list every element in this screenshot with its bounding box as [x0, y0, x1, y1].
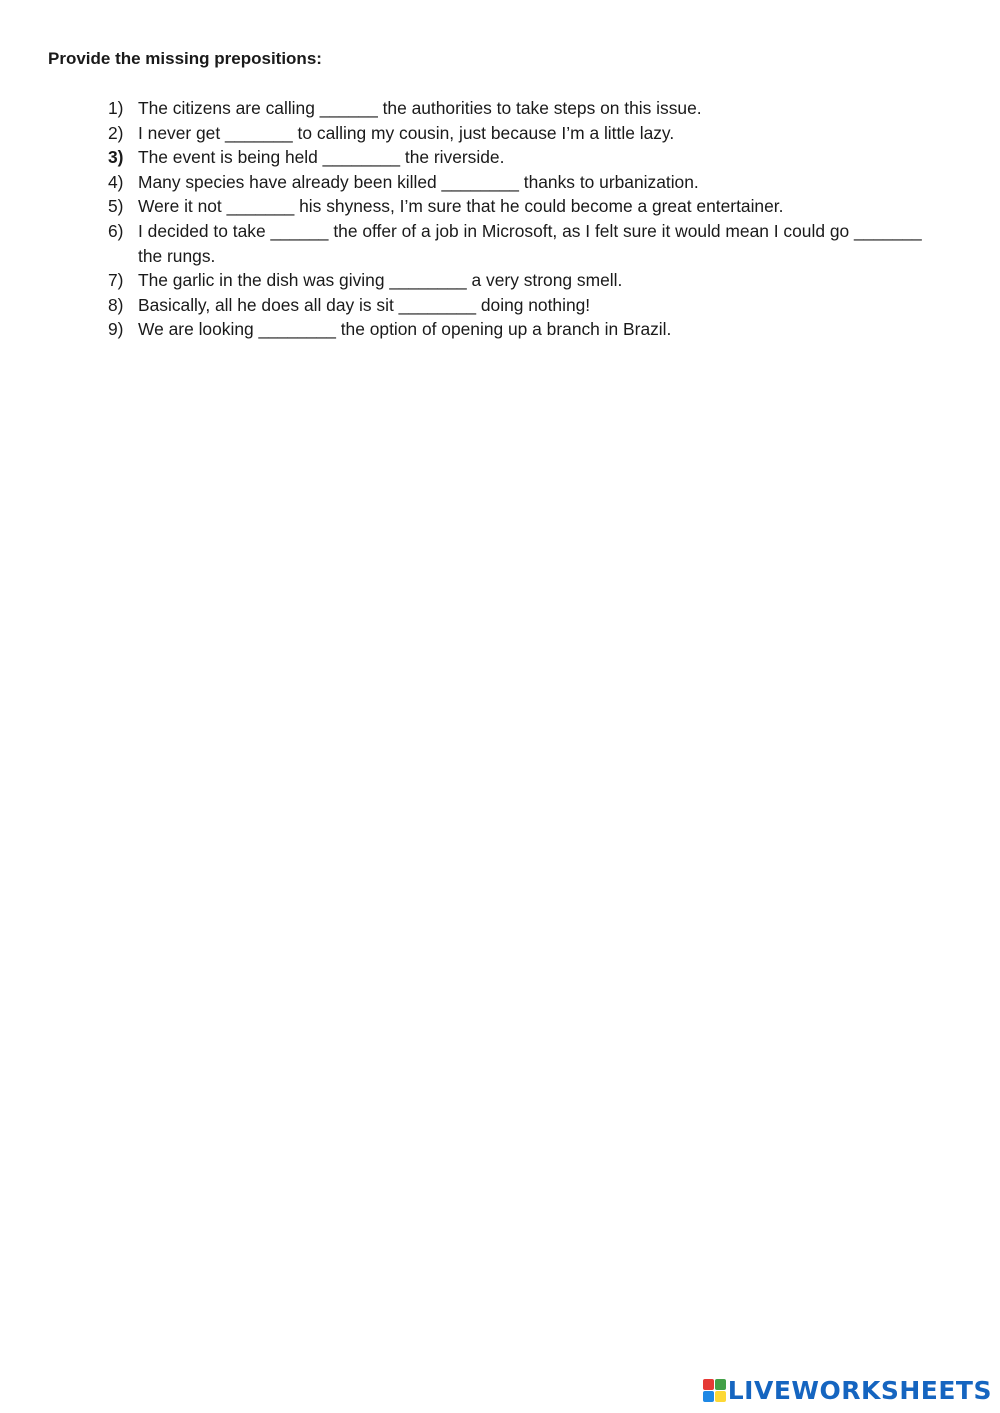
exercise-item-6 [104, 219, 927, 268]
liveworksheets-logo-icon [703, 1379, 726, 1402]
item-text: The citizens are calling ______ the authorities to take steps on this issue. [138, 98, 702, 118]
liveworksheets-logo[interactable] [703, 1373, 992, 1407]
logo-text: LIVEWORKSHEETS [727, 1375, 992, 1405]
logo-square-red [703, 1379, 714, 1390]
item-text: The event is being held ________ the riverside. [138, 147, 505, 168]
item-number: 5) [108, 196, 124, 217]
item-number: 4) [108, 171, 124, 192]
item-number: 2) [108, 122, 124, 143]
exercise-item-8 [104, 293, 924, 318]
exercise-item-3 [104, 145, 924, 170]
item-text: Were it not _______ his shyness, I’m sure that he could become a great entertainer. [138, 196, 784, 217]
worksheet-instruction: Provide the missing prepositions: [48, 49, 322, 68]
item-number: 8) [108, 294, 124, 315]
item-number: 1) [108, 98, 124, 118]
item-text: We are looking ________ the option of opening up a branch in Brazil. [138, 319, 672, 340]
item-text: I never get _______ to calling my cousin, just because I’m a little lazy. [138, 122, 675, 143]
exercise-item-2 [104, 121, 924, 146]
item-number: 9) [108, 319, 124, 340]
exercise-item-5 [104, 194, 924, 219]
exercise-item-1 [104, 96, 924, 121]
exercise-item-4 [104, 170, 924, 195]
item-number: 7) [108, 270, 124, 291]
exercise-item-7 [104, 268, 924, 293]
item-number: 3) [108, 147, 124, 168]
logo-square-green [715, 1379, 726, 1390]
exercise-list [104, 96, 927, 342]
exercise-item-9 [104, 317, 924, 342]
item-text: Many species have already been killed ________ thanks to urbanization. [138, 171, 699, 192]
item-text: Basically, all he does all day is sit ________ doing nothing! [138, 294, 591, 315]
logo-square-yellow [715, 1391, 726, 1402]
item-text: I decided to take ______ the offer of a job in Microsoft, as I felt sure it would mean I could go _______ the rungs. [138, 220, 927, 266]
logo-square-blue [703, 1391, 714, 1402]
item-number: 6) [108, 220, 124, 241]
item-text: The garlic in the dish was giving ________ a very strong smell. [138, 270, 623, 291]
